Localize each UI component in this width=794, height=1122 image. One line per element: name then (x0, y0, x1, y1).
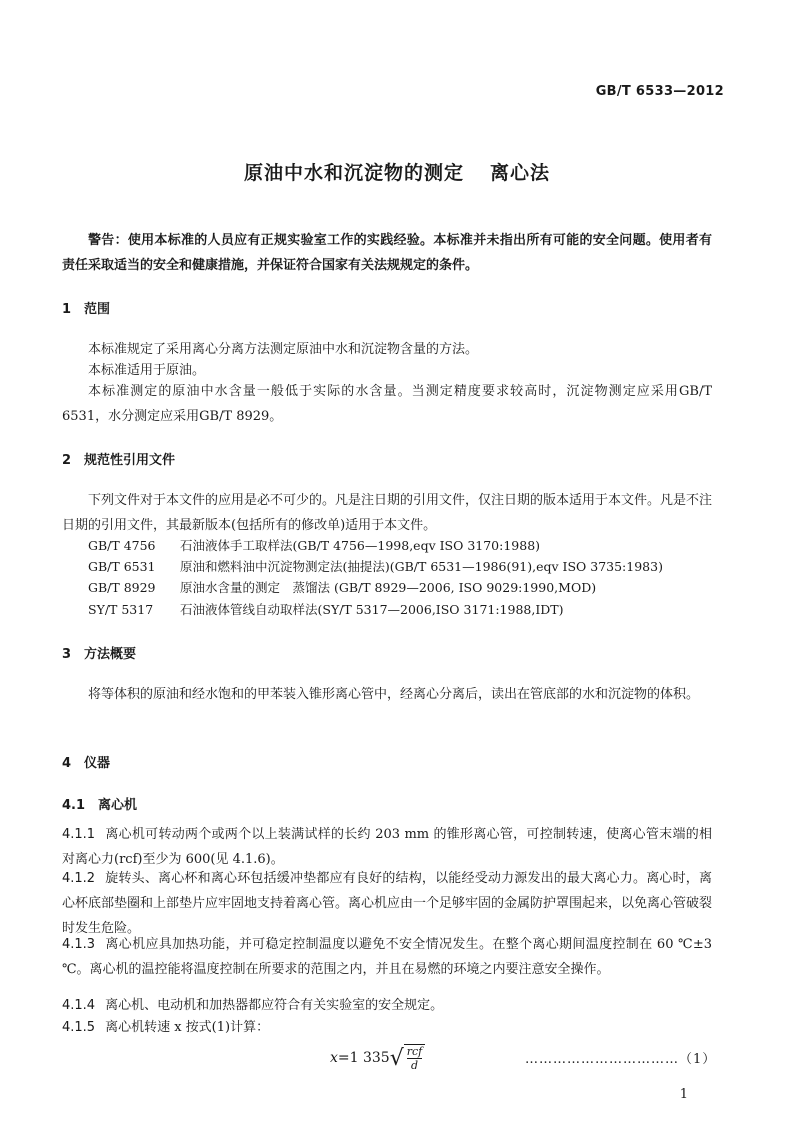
reference-code: GB/T 6531 (88, 559, 156, 574)
section-title: 方法概要 (84, 647, 137, 662)
page-number: 1 (679, 1087, 688, 1102)
reference-row (88, 600, 564, 618)
equation-number: ……………………………（1） (525, 1052, 717, 1067)
clause-number: 4.1.5 (62, 1020, 96, 1035)
reference-title: 原油水含量的测定 蒸馏法 (GB/T 8929—2006, ISO 9029:1990,MOD) (180, 580, 597, 595)
formula-eq: =1 335 (337, 1050, 390, 1066)
warning-label: 警告： (88, 233, 128, 248)
section-1-paragraph-1: 本标准规定了采用离心分离方法测定原油中水和沉淀物含量的方法。 (88, 342, 479, 357)
reference-code: GB/T 4756 (88, 538, 156, 553)
reference-code: GB/T 8929 (88, 580, 156, 595)
clause-number: 4.1.3 (62, 937, 96, 952)
formula-denominator: d (410, 1059, 419, 1072)
clause-number: 4.1.1 (62, 827, 96, 842)
reference-row (88, 578, 596, 596)
document-title (0, 158, 794, 185)
sqrt-icon: √ (389, 1046, 404, 1071)
warning-text: 使用本标准的人员应有正规实验室工作的实践经验。本标准并未指出所有可能的安全问题。使用者有责任采取适当的安全和健康措施，并保证符合国家有关法规规定的条件。 (62, 233, 712, 273)
clause-text: 离心机转速 x 按式(1)计算： (105, 1020, 270, 1035)
title-part2: 离心法 (490, 162, 551, 184)
clause-text: 离心机、电动机和加热器都应符合有关实验室的安全规定。 (105, 998, 444, 1013)
reference-title: 石油液体手工取样法(GB/T 4756—1998,eqv ISO 3170:1988) (180, 538, 541, 553)
clause-4-1-3 (62, 932, 712, 982)
section-number: 4 (62, 756, 72, 771)
reference-row (88, 557, 663, 575)
subsection-title: 离心机 (98, 798, 138, 813)
section-1-heading (62, 298, 110, 317)
clause-number: 4.1.4 (62, 998, 96, 1013)
warning-paragraph (62, 228, 712, 278)
clause-text: 离心机可转动两个或两个以上装满试样的长约 203 mm 的锥形离心管，可控制转速，使离心管末端的相对离心力(rcf)至少为 600(见 4.1.6)。 (62, 827, 712, 867)
section-3-heading (62, 643, 136, 662)
section-number: 2 (62, 453, 72, 468)
section-2-heading (62, 449, 175, 468)
section-title: 规范性引用文件 (84, 453, 176, 468)
clause-4-1-1 (62, 822, 712, 872)
section-3-paragraph: 将等体积的原油和经水饱和的甲苯装入锥形离心管中，经离心分离后，读出在管底部的水和沉淀物的体积。 (88, 687, 700, 702)
formula-lhs: x (330, 1050, 338, 1066)
clause-4-1-2 (62, 866, 712, 941)
subsection-4-1-heading (62, 794, 137, 813)
section-1-paragraph-3: 本标准测定的原油中水含量一般低于实际的水含量。当测定精度要求较高时，沉淀物测定应采用GB/T 6531，水分测定应采用GB/T 8929。 (62, 384, 712, 424)
section-1-paragraph-2: 本标准适用于原油。 (88, 363, 206, 378)
reference-title: 原油和燃料油中沉淀物测定法(抽提法)(GB/T 6531—1986(91),eqv ISO 3735:1983) (180, 559, 663, 574)
clause-number: 4.1.2 (62, 871, 96, 886)
reference-title: 石油液体管线自动取样法(SY/T 5317—2006,ISO 3171:1988,IDT) (180, 602, 564, 617)
section-title: 范围 (84, 302, 111, 317)
section-4-heading (62, 752, 110, 771)
formula-numerator: rcf (406, 1045, 423, 1058)
section-title: 仪器 (84, 756, 111, 771)
section-number: 1 (62, 302, 72, 317)
formula-radicand (404, 1044, 426, 1072)
clause-text: 旋转头、离心杯和离心环包括缓冲垫都应有良好的结构，以能经受动力源发出的最大离心力。离心时，离心杯底部垫圈和上部垫片应牢固地支持着离心管。离心机应由一个足够牢固的金属防护罩围起来，以免离心管破裂时发生危险。 (62, 871, 713, 936)
speed-formula (330, 1044, 425, 1072)
title-part1: 原油中水和沉淀物的测定 (243, 162, 464, 184)
section-2-intro: 下列文件对于本文件的应用是必不可少的。凡是注日期的引用文件，仅注日期的版本适用于本文件。凡是不注日期的引用文件，其最新版本(包括所有的修改单)适用于本文件。 (62, 493, 713, 533)
section-number: 3 (62, 647, 72, 662)
reference-row (88, 536, 540, 554)
clause-text: 离心机应具加热功能，并可稳定控制温度以避免不安全情况发生。在整个离心期间温度控制在 60 ℃±3 ℃。离心机的温控能将温度控制在所要求的范围之内，并且在易燃的环境之内要注意安全操作。 (62, 937, 712, 977)
standard-code: GB/T 6533—2012 (595, 84, 724, 99)
clause-4-1-5 (62, 1015, 712, 1040)
reference-code: SY/T 5317 (88, 602, 154, 617)
subsection-number: 4.1 (62, 798, 86, 813)
